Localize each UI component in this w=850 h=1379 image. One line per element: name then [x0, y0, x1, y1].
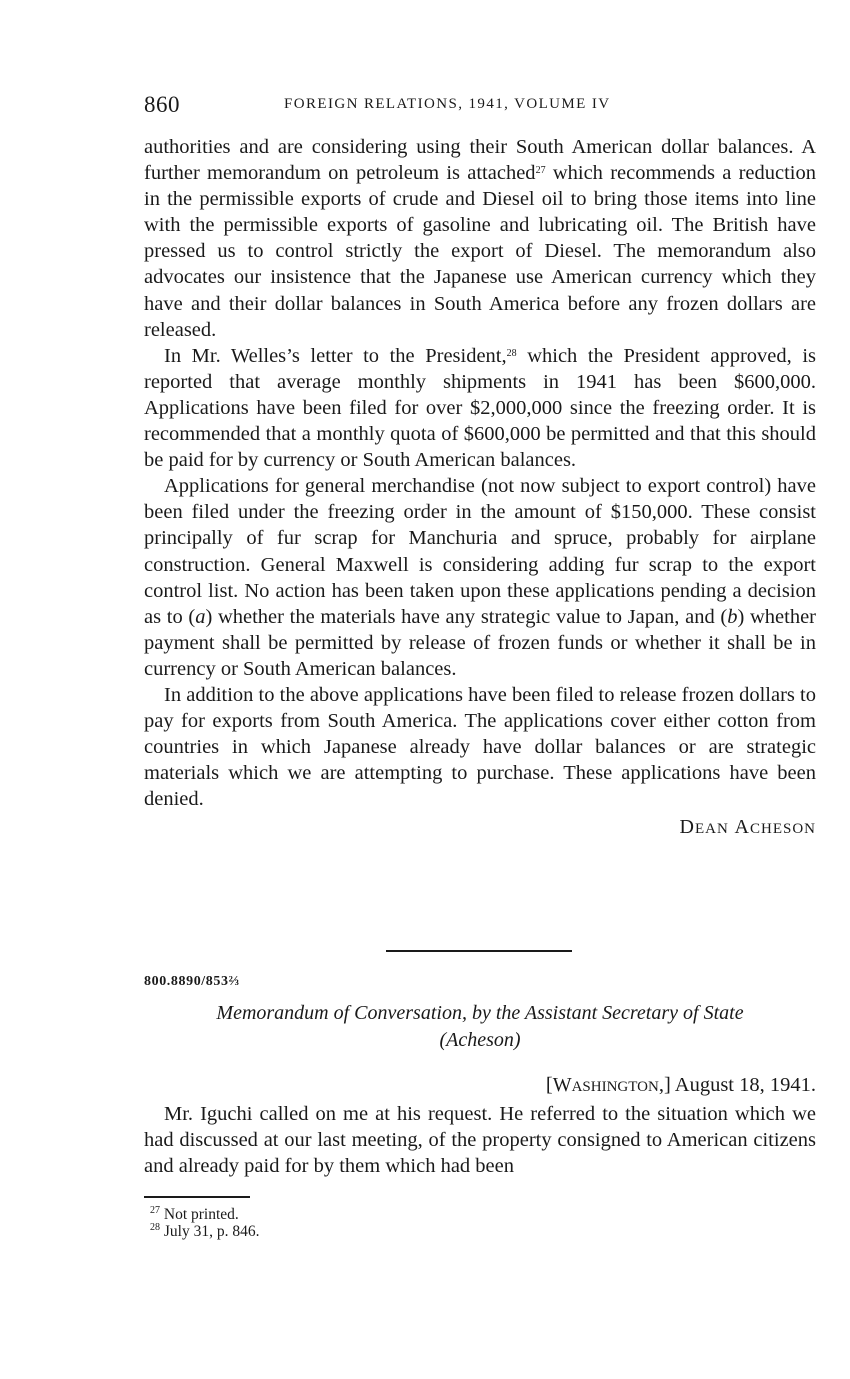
memo-title-line-1: Memorandum of Conversation, by the Assistant Secretary of State — [216, 1002, 744, 1024]
page-number: 860 — [144, 92, 180, 117]
memo-paragraph-1: Mr. Iguchi called on me at his request. He referred to the situation which we had discussed at our last meeting, of the property consigned to American citizens and already paid for by them which had been — [144, 1103, 816, 1178]
memo-title — [144, 1000, 816, 1054]
running-header — [144, 92, 816, 122]
paragraph-2: In Mr. Welles’s letter to the President,$^{28}$ which the President approved, is reported that average monthly shipments in 1941 has been $600,000. Applications have been filed for over $2,000,000 since the freezing order. It is recommended that a monthly quota of $600,000 be permitted and that this should be paid for by currency or South American balances. — [144, 344, 816, 472]
dateline: [WASHINGTON,] August 18, 1941. — [545, 1074, 816, 1096]
paragraph-3: Applications for general merchandise (not now subject to export control) have been filed under the freezing order in the amount of $150,000. These consist principally of fur scrap for Manchuria and spruce, probably for airplane construction. General Maxwell is considering adding fur scrap to the export control list. No action has been taken upon these applications pending a decision as to (a) whether the materials have any strategic value to Japan, and (b) whether payment shall be permitted by release of frozen funds or whether it shall be in currency or South American balances. — [144, 475, 816, 680]
footnote-ref-28: 28 — [506, 347, 517, 359]
memo-body — [144, 1074, 816, 1179]
running-header-title: FOREIGN RELATIONS, 1941, VOLUME IV — [284, 96, 611, 112]
paragraph-4: In addition to the above applications have been filed to release frozen dollars to pay for exports from South America. The applications cover either cotton from countries in which Japanese already have dollar balances or are strategic materials which we are attempting to purchase. These applications have been denied. — [144, 683, 816, 811]
footnote-rule — [144, 1196, 250, 1198]
memo-title-line-2: (Acheson) — [439, 1029, 521, 1051]
footnotes — [144, 1206, 816, 1240]
footnote-ref-27: 27 — [535, 165, 546, 177]
footnote-28: $^{28}$ July 31, p. 846. — [150, 1222, 260, 1240]
footnote-27: $^{27}$ Not printed. — [150, 1205, 239, 1223]
section-divider — [386, 950, 572, 952]
letter-body — [144, 134, 816, 839]
paragraph-1: authorities and are considering using their South American dollar balances. A further memorandum on petroleum is attached$^{27}$ which recommends a reduction in the permissible exports of crude and Diesel oil to bring those items into line with the permissible exports of gasoline and lubricating oil. The British have pressed us to control strictly the export of Diesel. The memorandum also advocates our insistence that the Japanese use American currency which they have and their dollar balances in South America before any frozen dollars are released. — [144, 136, 816, 341]
signature: DEAN ACHESON — [679, 816, 816, 839]
file-number: 800.8890/853⅔ — [144, 974, 240, 989]
